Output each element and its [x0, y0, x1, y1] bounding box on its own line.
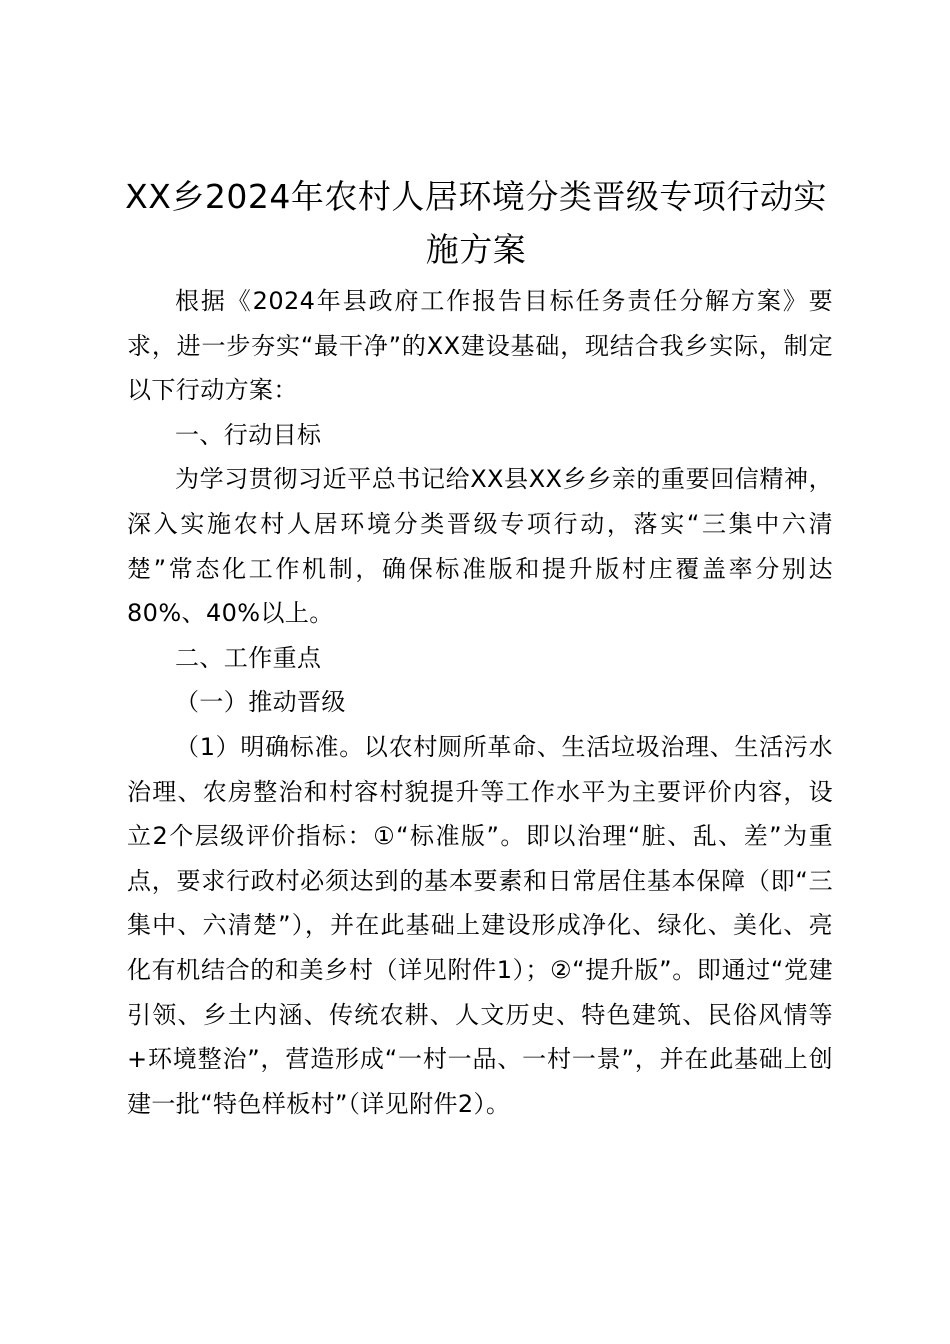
paragraph-intro: 根据《2024年县政府工作报告目标任务责任分解方案》要求，进一步夯实“最干净”的XX建设基础，现结合我乡实际，制定以下行动方案： — [127, 287, 833, 405]
paragraph-goals: 为学习贯彻习近平总书记给XX县XX乡乡亲的重要回信精神，深入实施农村人居环境分类晋级专项行动，落实“三集中六清楚”常态化工作机制，确保标准版和提升版村庄覆盖率分别达80%、40%以上。 — [127, 465, 833, 628]
heading-action-goals: 一、行动目标 — [175, 420, 322, 449]
document-body — [127, 279, 833, 1126]
heading-work-focus: 二、工作重点 — [175, 643, 322, 672]
document-title: XX乡2024年农村人居环境分类晋级专项行动实施方案 — [125, 177, 827, 269]
subheading-promote-upgrade: （一）推动晋级 — [175, 688, 346, 717]
paragraph-clarify-standards: （1）明确标准。以农村厕所革命、生活垃圾治理、生活污水治理、农房整治和村容村貌提升等工作水平为主要评价内容，设立2个层级评价指标：①“标准版”。即以治理“脏、乱、差”为重点，要求行政村必须达到的基本要素和日常居住基本保障（即“三集中、六清楚”），并在此基础上建设形成净化、绿化、美化、亮化有机结合的和美乡村（详见附件1）；②“提升版”。即通过“党建引领、乡土内涵、传统农耕、人文历史、特色建筑、民俗风情等+环境整治”，营造形成“一村一品、一村一景”，并在此基础上创建一批“特色样板村”（详见附件2）。 — [127, 732, 834, 1118]
